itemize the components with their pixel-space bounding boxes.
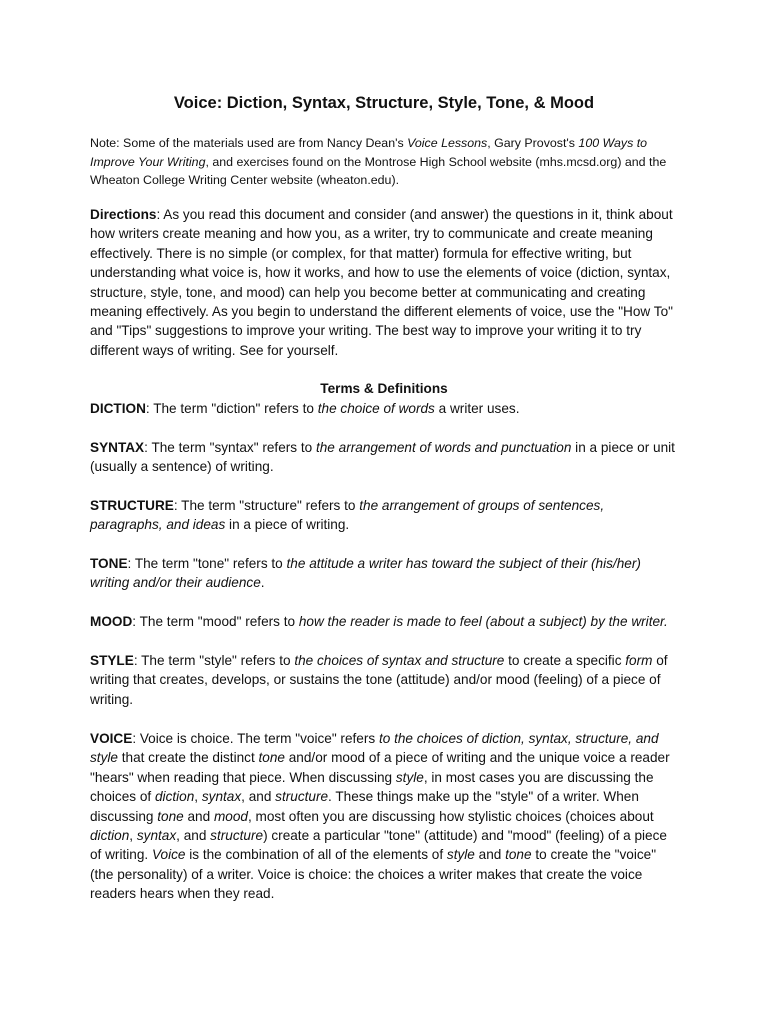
- definition-emphasis: the arrangement of words and punctuation: [315, 440, 572, 455]
- definition-text: to create the "voice" (the personality) of a writer. Voice is choice: the choices a writer makes that create the voice readers hears when they read.: [90, 847, 657, 902]
- note-text: Note: Some of the materials used are from Nancy Dean's: [90, 136, 408, 150]
- definition-text: is the combination of all of the elements of: [185, 847, 447, 863]
- book-title-100-ways: 100 Ways to Improve Your Writing: [90, 136, 648, 169]
- definition-emphasis: form: [625, 653, 653, 668]
- definition-text: : The term "structure" refers to: [173, 498, 360, 513]
- definition-emphasis: tone: [258, 750, 285, 766]
- definition-emphasis: the choice of words: [317, 401, 435, 416]
- definition-emphasis: syntax: [136, 828, 177, 844]
- definition-text: : Voice is choice. The term "voice" refers: [132, 731, 379, 746]
- definition-text: : The term "tone" refers to: [127, 556, 287, 571]
- definition-text: in a piece or unit (usually a sentence) of writing.: [90, 440, 675, 475]
- definition-tone: [90, 554, 678, 593]
- definition-text: : The term "syntax" refers to: [144, 440, 316, 455]
- definition-text: .: [260, 575, 265, 591]
- definition-text: , most often you are discussing how stylistic choices (choices about: [247, 808, 654, 824]
- definition-text: a writer uses.: [434, 401, 520, 416]
- source-note: [90, 134, 678, 190]
- definition-emphasis: the attitude a writer has toward the subject of their (his/her) writing and/or their audience: [90, 556, 641, 591]
- definition-emphasis: to the choices of diction, syntax, structure, and style: [90, 731, 659, 766]
- definition-emphasis: structure: [275, 789, 329, 805]
- definition-text: of writing that creates, develops, or sustains the tone (attitude) and/or mood (feeling) of a piece of writing.: [90, 653, 668, 707]
- directions-text: : As you read this document and consider (and answer) the questions in it, think about how writers create meaning and how you, as a writer, try to communicate and create meaning effectively. There is no simple (or complex, for that matter) formula for effective writing, but understanding what voice is, how it works, and how to use the elements of voice (diction, syntax, structure, style, tone, and mood) can help you become better at communicating and creating meaning effectively. As you begin to understand the different elements of voice, use the "How To" and "Tips" suggestions to improve your writing. The best way to improve your writing it to try different ways of writing. See for yourself.: [90, 207, 673, 358]
- definition-text: ,: [129, 828, 137, 844]
- definition-emphasis: mood: [213, 808, 248, 824]
- terms-heading: Terms & Definitions: [320, 381, 448, 396]
- definition-syntax: [90, 438, 678, 477]
- term-label: STRUCTURE: [90, 498, 174, 513]
- definition-emphasis: diction: [154, 789, 195, 805]
- definition-text: ,: [194, 789, 202, 805]
- definition-emphasis: how the reader is made to feel (about a subject) by the writer.: [298, 614, 668, 629]
- document-title: Voice: Diction, Syntax, Structure, Style, Tone, & Mood: [173, 94, 595, 112]
- definition-text: to create a specific: [504, 653, 626, 668]
- definition-emphasis: style: [446, 847, 475, 863]
- definition-emphasis: style: [395, 769, 424, 785]
- definition-emphasis: the arrangement of groups of sentences, paragraphs, and ideas: [90, 498, 605, 533]
- definition-text: in a piece of writing.: [225, 517, 350, 533]
- definition-text: , and: [176, 828, 211, 844]
- definition-text: that create the distinct: [117, 750, 259, 766]
- term-label: MOOD: [90, 614, 133, 629]
- definition-emphasis: Voice: [151, 847, 186, 863]
- definition-emphasis: tone: [157, 808, 184, 824]
- term-label: TONE: [90, 556, 128, 571]
- definition-emphasis: tone: [505, 847, 532, 863]
- definition-emphasis: the choices of syntax and structure: [294, 653, 505, 668]
- definition-emphasis: syntax: [201, 789, 242, 805]
- definition-mood: [90, 612, 678, 631]
- definition-text: , in most cases you are discussing the choices of: [90, 769, 654, 805]
- definition-diction: [90, 399, 678, 418]
- directions-paragraph: [90, 205, 678, 360]
- note-text: , and exercises found on the Montrose High School website (mhs.mcsd.org) and the Wheaton College Writing Center website (wheaton.edu).: [90, 154, 667, 188]
- term-label: STYLE: [90, 653, 134, 668]
- definition-structure: [90, 496, 678, 535]
- definition-text: , and: [241, 789, 276, 805]
- definition-text: : The term "diction" refers to: [145, 401, 318, 416]
- definition-text: . These things make up the "style" of a writer. When discussing: [90, 789, 639, 824]
- definition-text: ) create a particular "tone" (attitude) and "mood" (feeling) of a piece of writing.: [90, 828, 667, 863]
- definition-text: and/or mood of a piece of writing and the unique voice a reader "hears" when reading that piece. When discussing: [90, 750, 670, 785]
- note-text: , Gary Provost's: [487, 136, 579, 150]
- definition-text: and: [474, 847, 506, 863]
- definition-emphasis: structure: [210, 828, 264, 844]
- term-label: VOICE: [90, 731, 133, 746]
- term-label: DICTION: [90, 401, 146, 416]
- definition-style: [90, 651, 678, 709]
- definition-text: : The term "mood" refers to: [132, 614, 299, 629]
- directions-label: Directions: [90, 207, 157, 222]
- definition-voice: [90, 729, 678, 904]
- definition-emphasis: diction: [90, 828, 130, 844]
- term-label: SYNTAX: [90, 440, 145, 455]
- definition-text: and: [183, 808, 214, 824]
- definition-text: : The term "style" refers to: [133, 653, 295, 668]
- book-title-voice-lessons: Voice Lessons: [407, 136, 488, 150]
